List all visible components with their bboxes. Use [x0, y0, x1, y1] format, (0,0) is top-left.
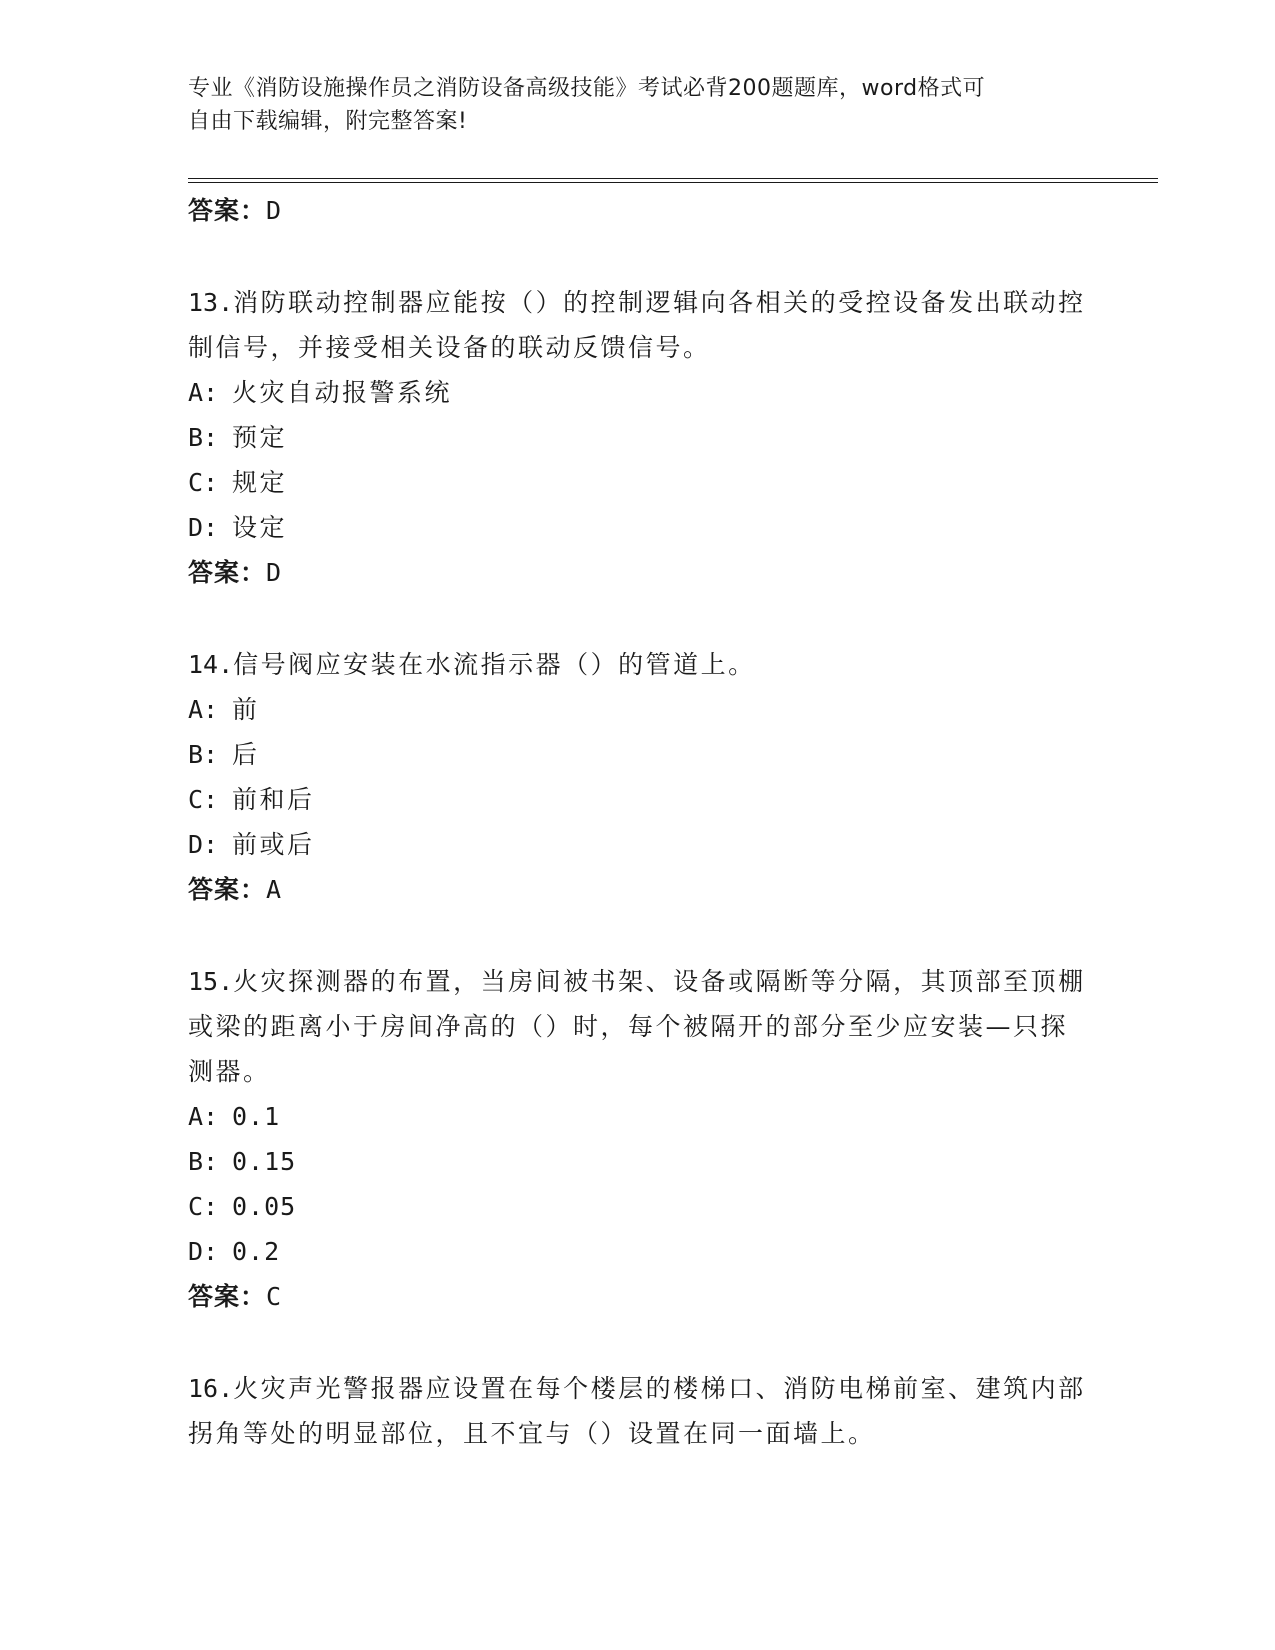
option-item — [188, 822, 1088, 867]
option-text: 0.2 — [232, 1237, 281, 1266]
option-text: 火灾自动报警系统 — [232, 378, 453, 407]
option-letter: B: — [188, 423, 219, 452]
option-letter: B: — [188, 740, 219, 769]
answer-value: D — [266, 196, 283, 225]
option-text: 前 — [232, 695, 260, 724]
option-letter: D: — [188, 1237, 219, 1266]
option-text: 后 — [232, 740, 260, 769]
answer-label: 答案： — [188, 875, 267, 904]
option-letter: D: — [188, 830, 219, 859]
option-text: 前和后 — [232, 785, 315, 814]
answer-value: D — [266, 558, 283, 587]
header-line-1: 专业《消防设施操作员之消防设备高级技能》考试必背200题题库，word格式可 — [188, 76, 986, 101]
option-item — [188, 732, 1088, 777]
option-text: 设定 — [232, 513, 288, 542]
option-item — [188, 370, 1088, 415]
question-stem — [188, 280, 1088, 370]
answer-label: 答案： — [188, 558, 267, 587]
option-letter: A: — [188, 695, 219, 724]
answer-line — [188, 188, 1088, 234]
option-letter: C: — [188, 1192, 219, 1221]
answer-line — [188, 867, 1088, 913]
option-letter: C: — [188, 785, 219, 814]
option-item — [188, 460, 1088, 505]
option-text: 预定 — [232, 423, 288, 452]
option-letter: A: — [188, 1102, 219, 1131]
option-text: 0.05 — [232, 1192, 297, 1221]
option-item — [188, 1229, 1088, 1274]
question-number: 15. — [188, 967, 234, 996]
option-text: 0.15 — [232, 1147, 297, 1176]
option-item — [188, 505, 1088, 550]
question-stem — [188, 1366, 1088, 1456]
answer-value: C — [266, 1282, 283, 1311]
question-text: 消防联动控制器应能按（）的控制逻辑向各相关的受控设备发出联动控制信号，并接受相关设备的联动反馈信号。 — [188, 288, 1086, 362]
option-text: 0.1 — [232, 1102, 281, 1131]
option-item — [188, 687, 1088, 732]
option-text: 前或后 — [232, 830, 315, 859]
option-letter: A: — [188, 378, 219, 407]
question-list — [188, 188, 1088, 1456]
answer-label: 答案： — [188, 1282, 267, 1311]
option-item — [188, 415, 1088, 460]
question-number: 13. — [188, 288, 234, 317]
option-letter: D: — [188, 513, 219, 542]
answer-label: 答案： — [188, 196, 267, 225]
header-line-2: 自由下载编辑，附完整答案! — [188, 109, 468, 134]
question-text: 火灾声光警报器应设置在每个楼层的楼梯口、消防电梯前室、建筑内部拐角等处的明显部位，且不宜与（）设置在同一面墙上。 — [188, 1374, 1086, 1448]
question-number: 14. — [188, 650, 234, 679]
option-item — [188, 777, 1088, 822]
question-stem — [188, 642, 1088, 687]
option-text: 规定 — [232, 468, 288, 497]
answer-line — [188, 1274, 1088, 1320]
option-item — [188, 1184, 1088, 1229]
option-letter: C: — [188, 468, 219, 497]
option-item — [188, 1094, 1088, 1139]
question-number: 16. — [188, 1374, 234, 1403]
question-stem — [188, 959, 1088, 1094]
option-letter: B: — [188, 1147, 219, 1176]
option-item — [188, 1139, 1088, 1184]
answer-line — [188, 550, 1088, 596]
question-text: 信号阀应安装在水流指示器（）的管道上。 — [233, 650, 756, 679]
page-header — [188, 72, 1088, 138]
answer-value: A — [266, 875, 283, 904]
question-text: 火灾探测器的布置，当房间被书架、设备或隔断等分隔，其顶部至顶棚或梁的距离小于房间净高的（）时，每个被隔开的部分至少应安装—只探测器。 — [188, 967, 1086, 1086]
header-divider — [188, 178, 1158, 183]
